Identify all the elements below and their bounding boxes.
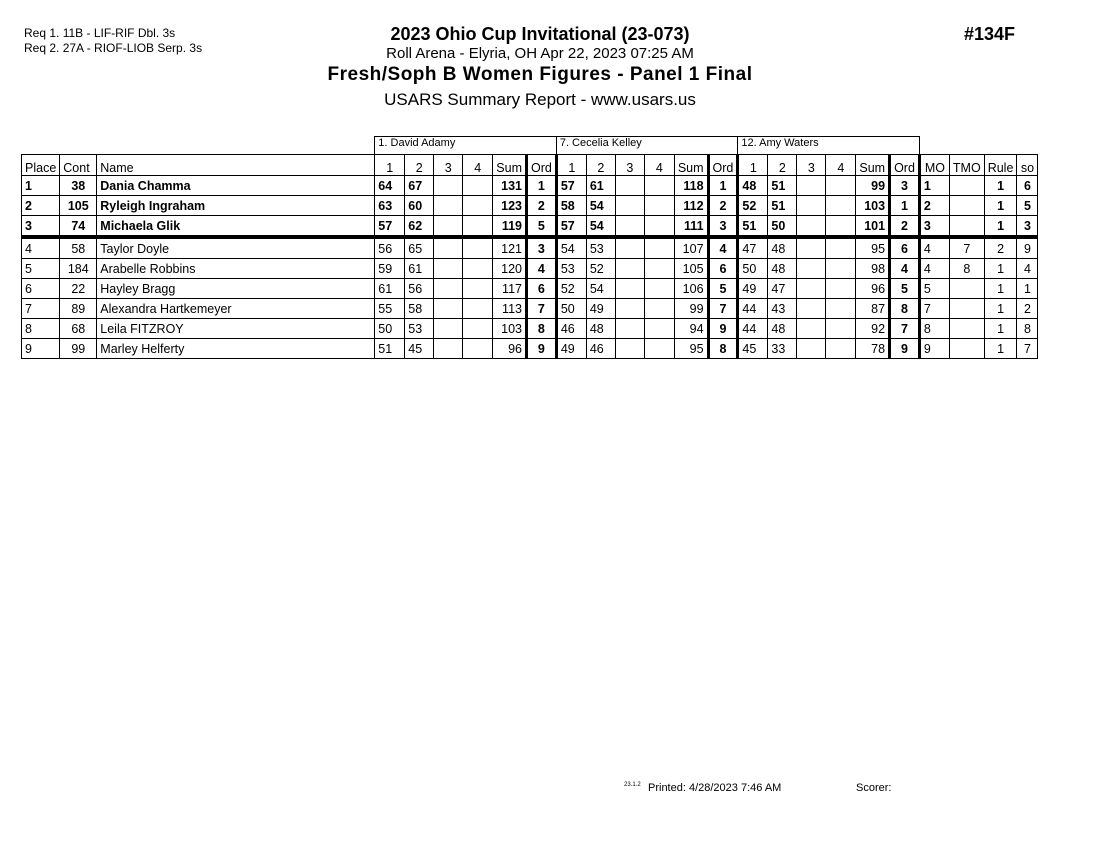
cell-j3-sum: 103	[856, 196, 890, 216]
judge-1: 1. David Adamy	[375, 137, 557, 155]
cell-j3-fig1: 48	[738, 176, 768, 196]
cell-j3-sum: 99	[856, 176, 890, 196]
cell-j3-fig2: 51	[768, 176, 797, 196]
cell-name: Alexandra Hartkemeyer	[97, 299, 375, 319]
cell-j3-ord: 6	[890, 237, 920, 259]
cell-place: 9	[22, 339, 60, 359]
cell-j3-fig2: 47	[768, 279, 797, 299]
cell-j3-sum: 101	[856, 216, 890, 238]
cell-j2-sum: 105	[674, 259, 708, 279]
cell-j1-fig1: 55	[375, 299, 405, 319]
cell-j3-sum: 87	[856, 299, 890, 319]
cell-j2-fig2: 54	[586, 196, 615, 216]
cell-j3-fig1: 52	[738, 196, 768, 216]
cell-j2-fig1: 53	[556, 259, 586, 279]
cell-j1-ord: 3	[526, 237, 556, 259]
cell-j1-ord: 9	[526, 339, 556, 359]
report-title: USARS Summary Report - www.usars.us	[384, 90, 696, 109]
cell-so: 2	[1017, 299, 1038, 319]
col-mo: MO	[919, 155, 949, 176]
event-number: #134F	[964, 24, 1016, 44]
cell-j1-fig2: 62	[405, 216, 434, 238]
cell-cont: 184	[60, 259, 97, 279]
software-version: 23.1.2	[624, 782, 641, 788]
col-j2-fig3: 3	[615, 155, 644, 176]
cell-j3-fig1: 44	[738, 319, 768, 339]
col-j2-fig4: 4	[644, 155, 674, 176]
cell-j1-fig2: 61	[405, 259, 434, 279]
cell-j2-ord: 2	[708, 196, 738, 216]
cell-j1-fig2: 45	[405, 339, 434, 359]
cell-j3-ord: 4	[890, 259, 920, 279]
cell-j1-sum: 120	[493, 259, 527, 279]
cell-rule: 1	[984, 319, 1017, 339]
printed-timestamp: Printed: 4/28/2023 7:46 AM	[648, 782, 782, 794]
cell-place: 4	[22, 237, 60, 259]
col-j3-fig2: 2	[768, 155, 797, 176]
cell-name: Dania Chamma	[97, 176, 375, 196]
cell-j1-fig3	[434, 319, 463, 339]
cell-j3-ord: 9	[890, 339, 920, 359]
cell-j2-fig4	[644, 259, 674, 279]
cell-so: 4	[1017, 259, 1038, 279]
cell-j3-fig1: 50	[738, 259, 768, 279]
cell-j2-fig1: 57	[556, 176, 586, 196]
cell-j2-sum: 112	[674, 196, 708, 216]
cell-j3-fig4	[826, 237, 856, 259]
cell-place: 2	[22, 196, 60, 216]
cell-so: 5	[1017, 196, 1038, 216]
cell-j2-fig3	[615, 216, 644, 238]
cell-j1-fig2: 53	[405, 319, 434, 339]
cell-j2-fig2: 49	[586, 299, 615, 319]
cell-j1-fig4	[463, 216, 493, 238]
cell-j3-ord: 2	[890, 216, 920, 238]
cell-j3-fig2: 48	[768, 259, 797, 279]
cell-name: Michaela Glik	[97, 216, 375, 238]
cell-mo: 1	[919, 176, 949, 196]
col-j3-fig1: 1	[738, 155, 768, 176]
cell-j1-sum: 131	[493, 176, 527, 196]
cell-place: 1	[22, 176, 60, 196]
cell-j1-sum: 117	[493, 279, 527, 299]
cell-j1-ord: 8	[526, 319, 556, 339]
cell-j1-ord: 7	[526, 299, 556, 319]
cell-tmo	[949, 216, 984, 238]
cell-j2-fig4	[644, 196, 674, 216]
cell-j2-fig4	[644, 319, 674, 339]
cell-tmo: 7	[949, 237, 984, 259]
cell-j1-fig3	[434, 176, 463, 196]
cell-j3-ord: 8	[890, 299, 920, 319]
cell-name: Marley Helferty	[97, 339, 375, 359]
cell-j3-fig1: 47	[738, 237, 768, 259]
cell-j3-sum: 78	[856, 339, 890, 359]
cell-rule: 1	[984, 216, 1017, 238]
cell-rule: 1	[984, 339, 1017, 359]
cell-j1-fig2: 65	[405, 237, 434, 259]
cell-so: 6	[1017, 176, 1038, 196]
col-j3-fig3: 3	[797, 155, 826, 176]
cell-mo: 3	[919, 216, 949, 238]
cell-name: Taylor Doyle	[97, 237, 375, 259]
cell-j1-fig1: 61	[375, 279, 405, 299]
cell-j2-fig3	[615, 259, 644, 279]
cell-j2-fig1: 58	[556, 196, 586, 216]
cell-j3-fig4	[826, 299, 856, 319]
judge-3: 12. Amy Waters	[738, 137, 920, 155]
cell-j1-fig3	[434, 259, 463, 279]
column-header-row	[22, 155, 1038, 176]
cell-mo: 5	[919, 279, 949, 299]
cell-j3-sum: 98	[856, 259, 890, 279]
cell-j1-sum: 119	[493, 216, 527, 238]
cell-j1-fig4	[463, 279, 493, 299]
cell-j3-fig3	[797, 237, 826, 259]
cell-j2-ord: 8	[708, 339, 738, 359]
results-table	[21, 136, 1038, 359]
cell-j3-fig1: 45	[738, 339, 768, 359]
cell-place: 7	[22, 299, 60, 319]
cell-place: 3	[22, 216, 60, 238]
cell-mo: 4	[919, 259, 949, 279]
cell-so: 1	[1017, 279, 1038, 299]
cell-j1-fig3	[434, 299, 463, 319]
cell-j1-sum: 103	[493, 319, 527, 339]
cell-tmo	[949, 279, 984, 299]
cell-j3-fig3	[797, 319, 826, 339]
cell-j2-fig2: 61	[586, 176, 615, 196]
cell-j1-sum: 123	[493, 196, 527, 216]
cell-j3-fig1: 51	[738, 216, 768, 238]
cell-j2-fig1: 46	[556, 319, 586, 339]
cell-j1-sum: 113	[493, 299, 527, 319]
cell-j3-fig3	[797, 259, 826, 279]
cell-rule: 2	[984, 237, 1017, 259]
cell-j3-sum: 96	[856, 279, 890, 299]
cell-so: 7	[1017, 339, 1038, 359]
cell-j2-fig1: 52	[556, 279, 586, 299]
cell-j1-fig2: 56	[405, 279, 434, 299]
table-row	[22, 279, 1038, 299]
cell-j1-fig1: 63	[375, 196, 405, 216]
cell-j3-sum: 95	[856, 237, 890, 259]
cell-j3-sum: 92	[856, 319, 890, 339]
cell-cont: 58	[60, 237, 97, 259]
cell-mo: 9	[919, 339, 949, 359]
cell-j3-ord: 7	[890, 319, 920, 339]
col-j1-fig3: 3	[434, 155, 463, 176]
cell-rule: 1	[984, 259, 1017, 279]
cell-j3-fig1: 44	[738, 299, 768, 319]
cell-j2-fig2: 48	[586, 319, 615, 339]
col-j2-sum: Sum	[674, 155, 708, 176]
cell-name: Hayley Bragg	[97, 279, 375, 299]
cell-j2-fig2: 46	[586, 339, 615, 359]
cell-cont: 22	[60, 279, 97, 299]
cell-j3-fig4	[826, 196, 856, 216]
cell-rule: 1	[984, 299, 1017, 319]
cell-j2-fig4	[644, 299, 674, 319]
cell-tmo	[949, 339, 984, 359]
cell-j2-fig1: 50	[556, 299, 586, 319]
cell-j3-fig2: 48	[768, 237, 797, 259]
table-row	[22, 259, 1038, 279]
cell-j3-fig3	[797, 196, 826, 216]
cell-tmo: 8	[949, 259, 984, 279]
table-row	[22, 299, 1038, 319]
cell-cont: 89	[60, 299, 97, 319]
cell-j2-fig3	[615, 237, 644, 259]
col-cont: Cont	[60, 155, 97, 176]
table-row	[22, 237, 1038, 259]
cell-cont: 99	[60, 339, 97, 359]
cell-j2-ord: 6	[708, 259, 738, 279]
col-tmo: TMO	[949, 155, 984, 176]
cell-j3-fig4	[826, 259, 856, 279]
cell-rule: 1	[984, 196, 1017, 216]
cell-place: 8	[22, 319, 60, 339]
cell-j1-fig1: 57	[375, 216, 405, 238]
cell-tmo	[949, 196, 984, 216]
col-j3-ord: Ord	[890, 155, 920, 176]
cell-mo: 7	[919, 299, 949, 319]
cell-so: 3	[1017, 216, 1038, 238]
cell-j2-ord: 1	[708, 176, 738, 196]
table-row	[22, 196, 1038, 216]
cell-j1-fig1: 59	[375, 259, 405, 279]
table-row	[22, 339, 1038, 359]
cell-so: 8	[1017, 319, 1038, 339]
cell-j1-fig1: 51	[375, 339, 405, 359]
cell-j1-fig4	[463, 319, 493, 339]
cell-j1-ord: 2	[526, 196, 556, 216]
cell-j2-ord: 4	[708, 237, 738, 259]
cell-so: 9	[1017, 237, 1038, 259]
cell-j1-fig4	[463, 299, 493, 319]
cell-rule: 1	[984, 176, 1017, 196]
cell-j3-fig3	[797, 176, 826, 196]
cell-mo: 2	[919, 196, 949, 216]
cell-j1-fig3	[434, 237, 463, 259]
cell-j3-fig3	[797, 339, 826, 359]
table-row	[22, 216, 1038, 238]
cell-j1-fig2: 67	[405, 176, 434, 196]
cell-j2-fig2: 53	[586, 237, 615, 259]
col-j1-ord: Ord	[526, 155, 556, 176]
cell-j1-ord: 6	[526, 279, 556, 299]
cell-j2-fig4	[644, 279, 674, 299]
col-name: Name	[97, 155, 375, 176]
cell-j2-fig4	[644, 216, 674, 238]
col-j2-ord: Ord	[708, 155, 738, 176]
requirement-1: Req 1. 11B - LIF-RIF Dbl. 3s	[24, 26, 176, 40]
cell-j1-fig1: 56	[375, 237, 405, 259]
venue-date: Roll Arena - Elyria, OH Apr 22, 2023 07:25 AM	[386, 45, 694, 62]
cell-j2-fig3	[615, 196, 644, 216]
col-j1-fig2: 2	[405, 155, 434, 176]
cell-j3-fig3	[797, 216, 826, 238]
cell-j1-fig4	[463, 196, 493, 216]
cell-j1-fig4	[463, 259, 493, 279]
cell-j1-ord: 4	[526, 259, 556, 279]
col-rule: Rule	[984, 155, 1017, 176]
col-place: Place	[22, 155, 60, 176]
event-title: Fresh/Soph B Women Figures - Panel 1 Final	[327, 64, 753, 85]
cell-j2-ord: 7	[708, 299, 738, 319]
cell-j3-fig4	[826, 216, 856, 238]
cell-j2-fig2: 54	[586, 216, 615, 238]
cell-j3-fig2: 50	[768, 216, 797, 238]
scorer-label: Scorer:	[856, 782, 892, 794]
cell-mo: 4	[919, 237, 949, 259]
col-j1-sum: Sum	[493, 155, 527, 176]
cell-j2-sum: 111	[674, 216, 708, 238]
cell-j3-fig2: 48	[768, 319, 797, 339]
table-row	[22, 176, 1038, 196]
cell-j2-fig3	[615, 299, 644, 319]
cell-j2-sum: 118	[674, 176, 708, 196]
cell-j1-fig3	[434, 339, 463, 359]
cell-j3-ord: 1	[890, 196, 920, 216]
cell-j2-fig4	[644, 237, 674, 259]
cell-j2-fig2: 54	[586, 279, 615, 299]
cell-j3-fig2: 43	[768, 299, 797, 319]
cell-j1-fig1: 50	[375, 319, 405, 339]
cell-cont: 38	[60, 176, 97, 196]
cell-j2-sum: 99	[674, 299, 708, 319]
col-j2-fig1: 1	[556, 155, 586, 176]
cell-j1-sum: 96	[493, 339, 527, 359]
table-row	[22, 319, 1038, 339]
cell-j1-fig2: 60	[405, 196, 434, 216]
cell-j3-fig4	[826, 339, 856, 359]
cell-j2-fig4	[644, 339, 674, 359]
col-j3-sum: Sum	[856, 155, 890, 176]
requirement-2: Req 2. 27A - RIOF-LIOB Serp. 3s	[24, 41, 203, 55]
cell-j3-fig4	[826, 319, 856, 339]
cell-j3-fig4	[826, 176, 856, 196]
col-j1-fig1: 1	[375, 155, 405, 176]
cell-j2-sum: 106	[674, 279, 708, 299]
cell-name: Leila FITZROY	[97, 319, 375, 339]
cell-j2-fig3	[615, 339, 644, 359]
cell-j3-fig2: 51	[768, 196, 797, 216]
cell-j2-ord: 9	[708, 319, 738, 339]
cell-j2-sum: 95	[674, 339, 708, 359]
cell-j1-sum: 121	[493, 237, 527, 259]
cell-j1-fig4	[463, 176, 493, 196]
col-so: so	[1017, 155, 1038, 176]
cell-j1-fig4	[463, 339, 493, 359]
cell-j1-fig2: 58	[405, 299, 434, 319]
cell-name: Ryleigh Ingraham	[97, 196, 375, 216]
cell-name: Arabelle Robbins	[97, 259, 375, 279]
cell-place: 5	[22, 259, 60, 279]
cell-j1-fig3	[434, 216, 463, 238]
cell-tmo	[949, 319, 984, 339]
cell-j1-fig3	[434, 279, 463, 299]
col-j2-fig2: 2	[586, 155, 615, 176]
cell-cont: 74	[60, 216, 97, 238]
cell-j2-ord: 5	[708, 279, 738, 299]
col-j3-fig4: 4	[826, 155, 856, 176]
judge-2: 7. Cecelia Kelley	[556, 137, 738, 155]
cell-j2-fig1: 54	[556, 237, 586, 259]
cell-place: 6	[22, 279, 60, 299]
cell-tmo	[949, 299, 984, 319]
cell-j1-fig3	[434, 196, 463, 216]
cell-j1-ord: 5	[526, 216, 556, 238]
cell-j2-fig2: 52	[586, 259, 615, 279]
cell-j2-fig4	[644, 176, 674, 196]
cell-j3-fig2: 33	[768, 339, 797, 359]
cell-j1-ord: 1	[526, 176, 556, 196]
cell-j3-fig4	[826, 279, 856, 299]
cell-j3-fig1: 49	[738, 279, 768, 299]
cell-rule: 1	[984, 279, 1017, 299]
cell-j1-fig1: 64	[375, 176, 405, 196]
cell-j2-ord: 3	[708, 216, 738, 238]
cell-j2-fig3	[615, 279, 644, 299]
cell-j3-fig3	[797, 299, 826, 319]
col-j1-fig4: 4	[463, 155, 493, 176]
cell-j2-fig1: 49	[556, 339, 586, 359]
cell-j2-fig3	[615, 319, 644, 339]
cell-j1-fig4	[463, 237, 493, 259]
cell-j3-ord: 3	[890, 176, 920, 196]
cell-j2-sum: 107	[674, 237, 708, 259]
cell-j2-sum: 94	[674, 319, 708, 339]
cell-j3-fig3	[797, 279, 826, 299]
cell-tmo	[949, 176, 984, 196]
cell-cont: 105	[60, 196, 97, 216]
cell-j2-fig3	[615, 176, 644, 196]
competition-title: 2023 Ohio Cup Invitational (23-073)	[390, 24, 690, 44]
cell-cont: 68	[60, 319, 97, 339]
cell-mo: 8	[919, 319, 949, 339]
cell-j3-ord: 5	[890, 279, 920, 299]
cell-j2-fig1: 57	[556, 216, 586, 238]
